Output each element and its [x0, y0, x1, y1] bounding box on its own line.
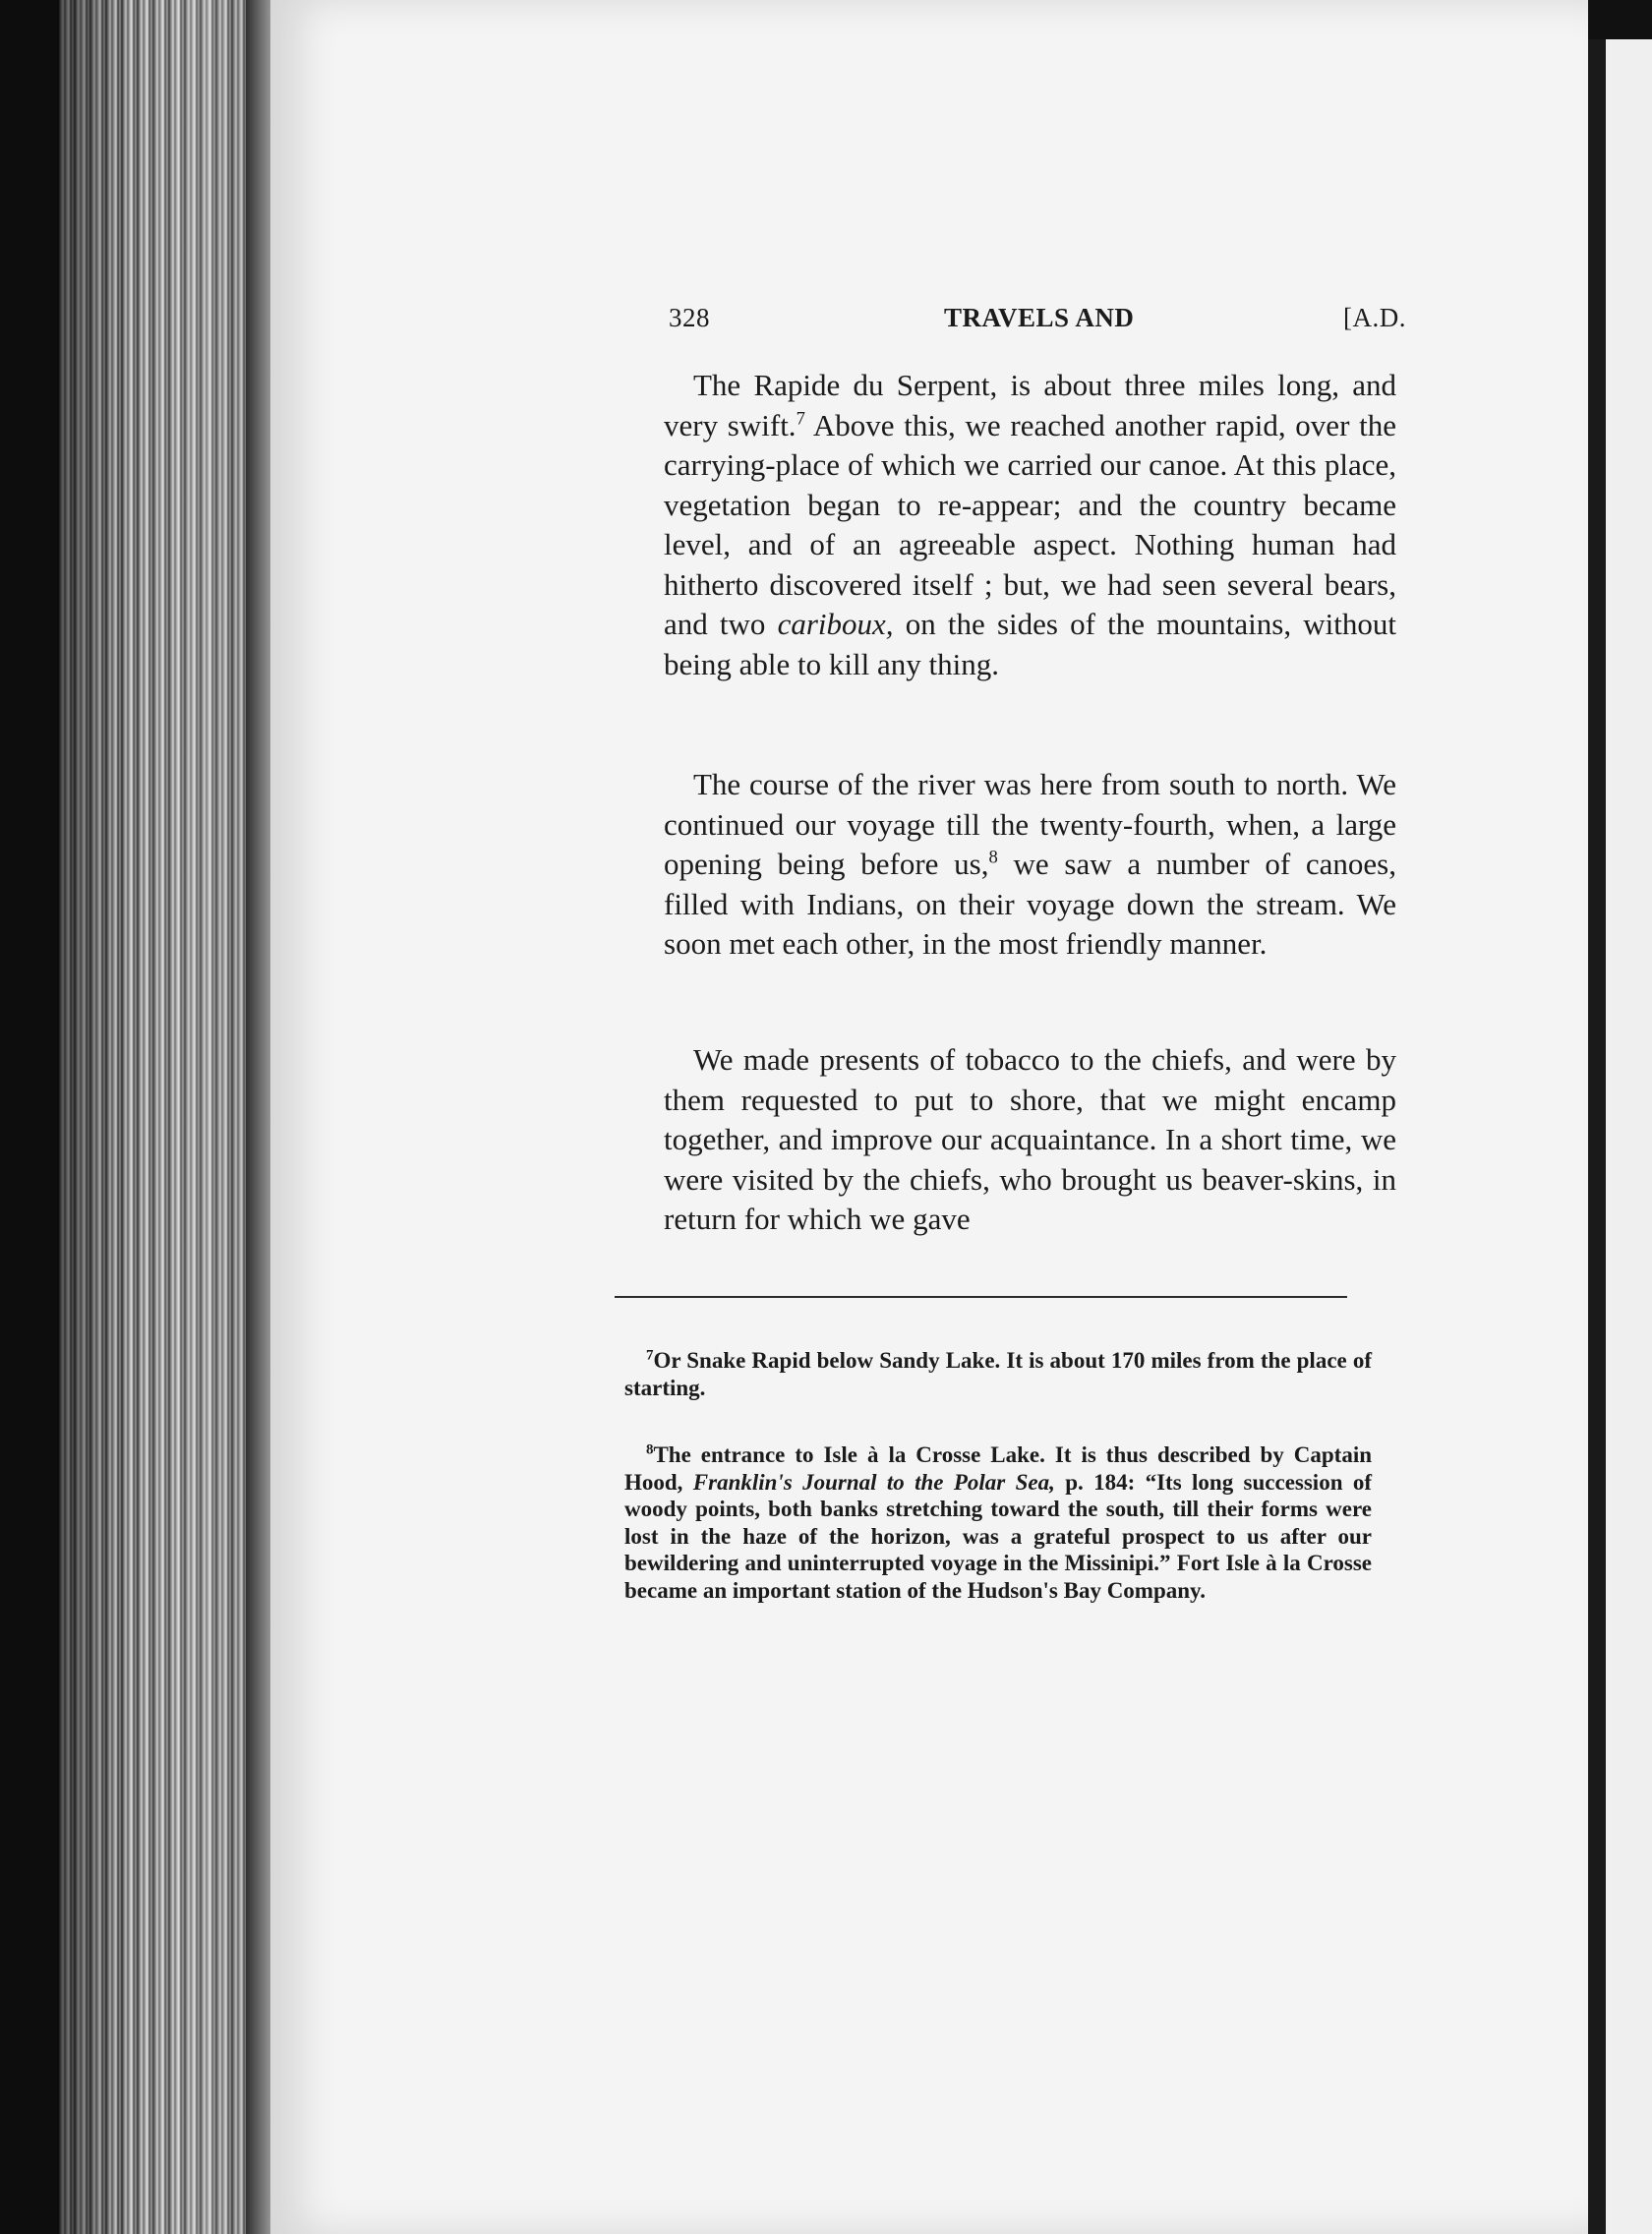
paragraph-text: The course of the river was here from south to north. We continued our voyage till the twenty-fourth, when, a large opening being before us,	[664, 767, 1396, 881]
footnote-reference: 8	[988, 847, 998, 868]
paragraph-1	[664, 366, 1396, 684]
footnote-7	[624, 1347, 1372, 1401]
next-page-edge	[1606, 39, 1652, 2234]
footnote-reference: 7	[796, 408, 805, 430]
italic-term: cariboux,	[777, 607, 894, 641]
footnote-text: Or Snake Rapid below Sandy Lake. It is about 170 miles from the place of starting.	[624, 1348, 1372, 1400]
paragraph-text: we saw a number of canoes, filled with Indians, on their voyage down the stream. We soon met each other, in the most friendly manner.	[664, 847, 1396, 961]
footnote-text: p. 184: “Its long succession of woody points, both banks stretching toward the south, till their forms were lost in the haze of the horizon, was a grateful prospect to us after our bewildering and uninterrupted voyage in the Missinipi.” Fort Isle à la Crosse became an important station of the Hudson's Bay Company.	[624, 1469, 1372, 1603]
footnote-8	[624, 1441, 1372, 1604]
scan-background-corner	[1588, 0, 1652, 39]
running-header	[669, 303, 1416, 342]
footnote-marker: 7	[646, 1347, 654, 1364]
page-number: 328	[669, 303, 710, 332]
paragraph-2	[664, 765, 1396, 965]
footnote-divider	[615, 1296, 1347, 1298]
paragraph-text: Above this, we reached another rapid, over the carrying-place of which we carried our canoe. At this place, vegetation began to re-appear; and the country became level, and of an agreeable aspect. Nothing human had hitherto discovered itself ; but, we had seen several bears, and two	[664, 407, 1396, 641]
page-divider-shadow	[1588, 39, 1606, 2234]
footnote-marker: 8	[646, 1441, 654, 1458]
paragraph-text: We made presents of tobacco to the chiefs, and were by them requested to put to shore, that we might encamp together, and improve our acquaintance. In a short time, we were visited by the chiefs, who brought us beaver-skins, in return for which we gave	[664, 1042, 1396, 1236]
running-title: TRAVELS AND	[944, 303, 1135, 332]
running-title-right: [A.D.	[1343, 303, 1406, 332]
paragraph-3	[664, 1040, 1396, 1240]
paragraph-text: The Rapide du Serpent, is about three miles long, and very swift.	[664, 368, 1396, 442]
page-stack-edges	[59, 0, 270, 2234]
italic-title: Franklin's Journal to the Polar Sea,	[692, 1469, 1055, 1495]
paragraph-text: on the sides of the mountains, without being able to kill any thing.	[664, 607, 1396, 681]
footnote-text: The entrance to Isle à la Crosse Lake. It is thus described by Captain Hood,	[624, 1442, 1372, 1495]
